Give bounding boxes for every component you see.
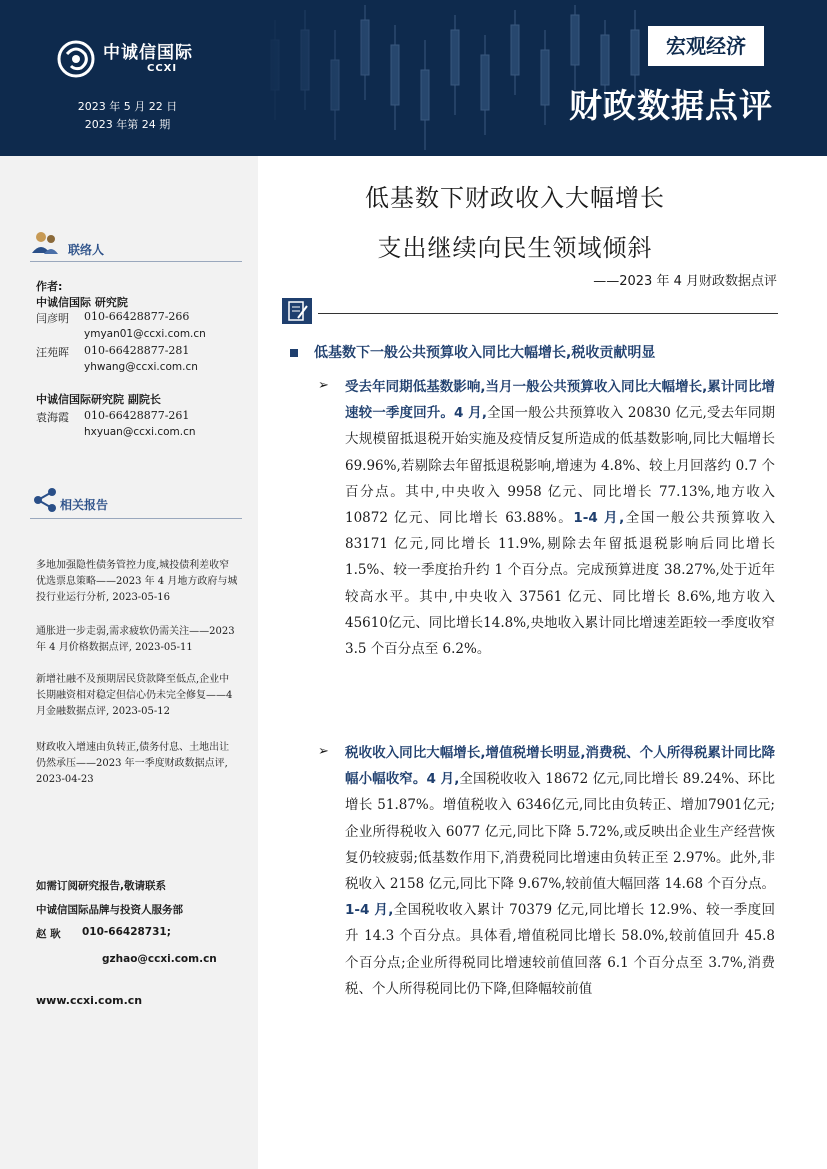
vp-label: 中诚信国际研究院 副院长 — [36, 393, 161, 406]
related-report-link[interactable]: 通胀进一步走弱,需求疲软仍需关注——2023 年 4 月价格数据点评, 2023-05-11 — [36, 626, 235, 653]
vp-phone: 010-66428877-261 — [84, 409, 190, 422]
report-date: 2023 年 5 月 22 日 — [77, 100, 178, 113]
author-name: 汪苑晖 — [36, 346, 69, 359]
vp-email[interactable]: hxyuan@ccxi.com.cn — [84, 426, 196, 438]
paragraph-lead: 受去年同期低基数影响,当月一般公共预算收入同比大幅增长,累计同比增速较一季度回升。4 月, — [345, 379, 775, 422]
author-email[interactable]: ymyan01@ccxi.com.cn — [84, 328, 206, 340]
contacts-people-icon — [30, 229, 60, 257]
category-badge: 宏观经济 — [648, 26, 764, 66]
related-report-link[interactable]: 财政收入增速由负转正,债务付息、土地出让仍然承压——2023 年一季度财政数据点评, 2023-04-23 — [36, 742, 230, 785]
report-series-title: 财政数据点评 — [569, 86, 773, 125]
left-sidebar — [0, 156, 258, 1169]
related-report-link[interactable]: 新增社融不及预期居民贷款降至低点,企业中长期融资相对稳定但信心仍未完全修复——4 月金融数据点评, 2023-05-12 — [36, 674, 233, 717]
paragraph-lead: 1-4 月, — [345, 902, 394, 919]
author-email[interactable]: yhwang@ccxi.com.cn — [84, 361, 198, 373]
author-phone: 010-66428877-281 — [84, 344, 190, 357]
logo-name-cn: 中诚信国际 — [103, 43, 193, 63]
author-phone: 010-66428877-266 — [84, 310, 190, 323]
paragraph-body: 全国税收收入累计 70379 亿元,同比增长 12.9%、较一季度回升 14.3 个百分点。具体看,增值税同比增长 58.0%,较前值回升 45.8 个百分点;企业所得税同比增速较前值回落 6.1 个百分点至 3.7%,消费税、个人所得税同比仍下降,但降幅较前值 — [345, 902, 775, 997]
arrow-bullet-icon: ➢ — [318, 744, 329, 759]
related-report-link[interactable]: 多地加强隐性债务管控力度,城投债利差收窄优选票息策略——2023 年 4 月地方政府与城投行业运行分析, 2023-05-16 — [36, 560, 238, 603]
authors-label: 作者: — [36, 280, 63, 293]
paragraph-tax — [345, 740, 775, 1002]
content-divider — [318, 313, 778, 314]
candlestick-pattern-decoration — [255, 0, 827, 156]
paragraph-lead: 税收收入同比大幅增长,增值税增长明显,消费税、个人所得税累计同比降幅小幅收窄。4 月, — [345, 745, 775, 788]
related-reports-label: 相关报告 — [60, 498, 109, 512]
author-name: 闫彦明 — [36, 312, 69, 325]
subscribe-note: 如需订阅研究报告,敬请联系 — [36, 880, 166, 892]
logo-name-en: CCXI — [147, 63, 178, 74]
report-issue: 2023 年第 24 期 — [84, 118, 171, 131]
contact-phone: 010-66428731; — [82, 926, 171, 938]
paragraph-revenue — [345, 374, 775, 662]
related-divider — [30, 518, 242, 519]
contacts-section-label: 联络人 — [68, 243, 105, 257]
contact-email[interactable]: gzhao@ccxi.com.cn — [102, 953, 217, 965]
paragraph-body: 全国税收收入 18672 亿元,同比增长 89.24%、环比增长 51.87%。增值税收入 6346亿元,同比由负转正、增加7901亿元;企业所得税收入 6077 亿元,同比下降 5.72%,或反映出企业生产经营恢复仍较疲弱;低基数作用下,消费税同比增速由负转正至 2.97%。此外,非税收入 2158 亿元,同比下降 9.67%,较前值大幅回落 14.68 个百分点。 — [345, 771, 775, 893]
contact-name: 赵 耿 — [36, 928, 61, 940]
document-edit-icon — [282, 298, 312, 324]
contacts-divider — [30, 261, 242, 262]
report-title-line1: 低基数下财政收入大幅增长 — [365, 184, 665, 212]
paragraph-body: 全国一般公共预算收入 20830 亿元,受去年同期大规模留抵退税开始实施及疫情反复所造成的低基数影响,同比大幅增长 69.96%,若剔除去年留抵退税影响,增速为 4.8%、较上月回落约 0.7 个百分点。其中,中央收入 9958 亿元、同比增长 77.13%,地方收入 10872 亿元、同比增长 63.88%。 — [345, 405, 775, 527]
report-subtitle: ——2023 年 4 月财政数据点评 — [593, 274, 777, 289]
ccxi-logo — [57, 40, 193, 78]
square-bullet-icon — [290, 349, 298, 357]
section-heading-text: 低基数下一般公共预算收入同比大幅增长,税收贡献明显 — [314, 345, 656, 361]
service-dept: 中诚信国际品牌与投资人服务部 — [36, 904, 183, 916]
website-link[interactable]: www.ccxi.com.cn — [36, 994, 143, 1007]
section-heading — [290, 342, 655, 362]
research-org-label: 中诚信国际 研究院 — [36, 296, 128, 309]
report-title-line2: 支出继续向民生领域倾斜 — [377, 234, 653, 262]
paragraph-lead: 1-4 月, — [573, 510, 625, 527]
paragraph-body: 全国一般公共预算收入 83171 亿元,同比增长 11.9%,剔除去年留抵退税影响后同比增长 1.5%、较一季度抬升约 1 个百分点。完成预算进度 38.27%,处于近年较高水平。其中,中央收入 37561 亿元、同比增长 8.6%,地方收入 45610亿元、同比增长14.8%,央地收入累计同比增速差距较一季度收窄 3.5 个百分点至 6.2%。 — [345, 510, 776, 658]
ccxi-logo-icon — [57, 40, 97, 78]
arrow-bullet-icon: ➢ — [318, 378, 329, 393]
share-network-icon — [30, 486, 60, 514]
report-header — [0, 0, 827, 156]
vp-name: 袁海霞 — [36, 411, 69, 424]
